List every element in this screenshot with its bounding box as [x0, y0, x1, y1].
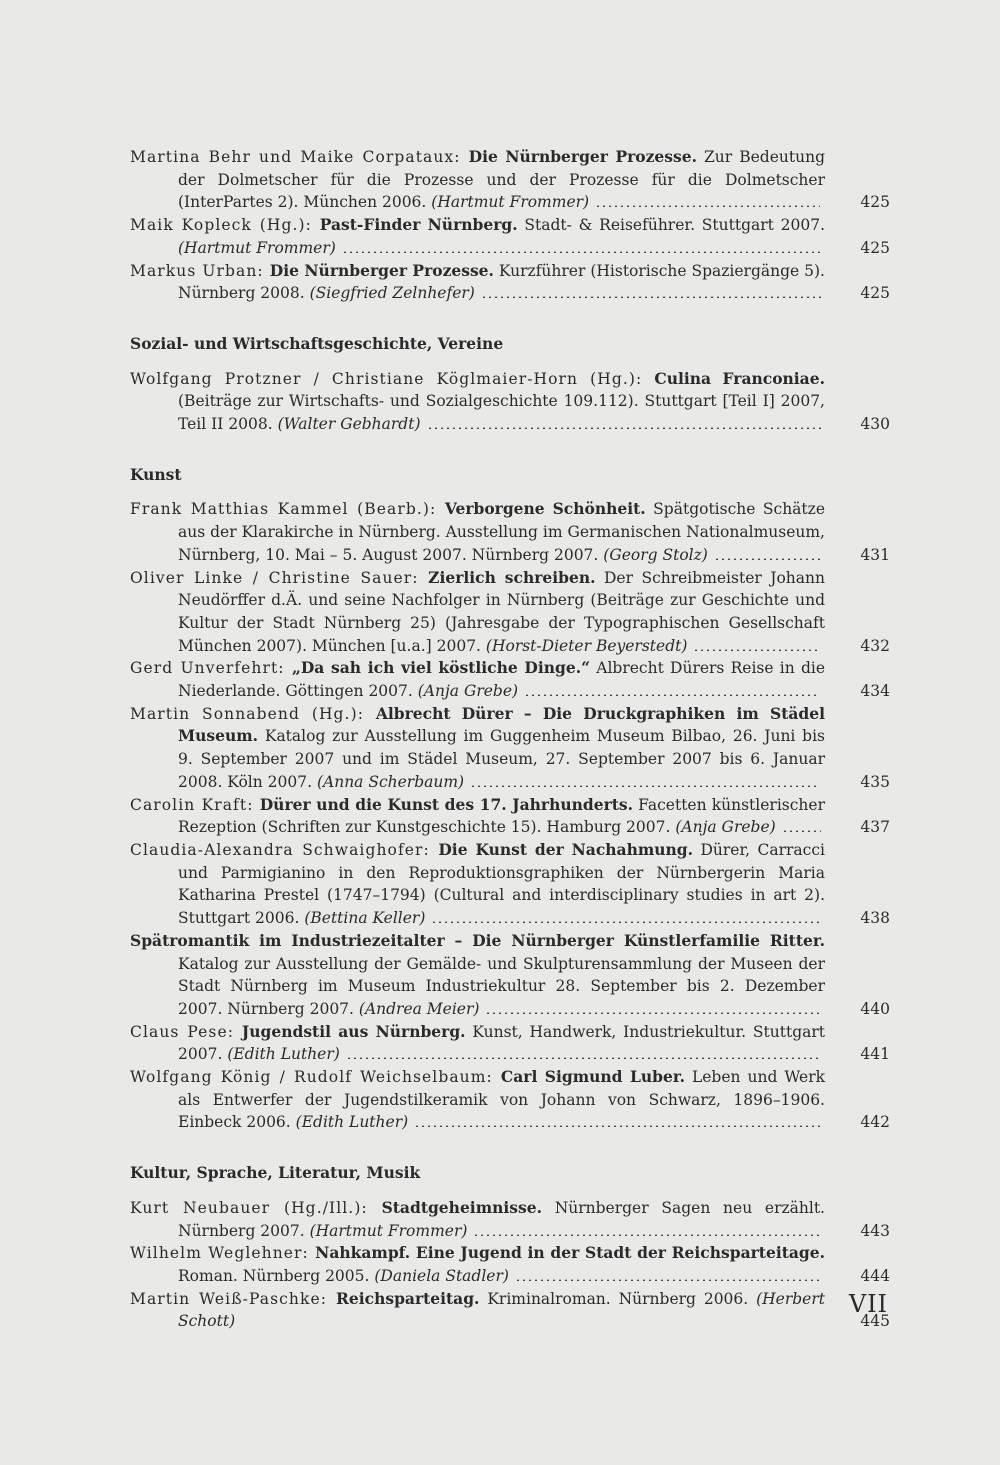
entry-reviewer: (Anja Grebe) — [675, 818, 776, 837]
entry-author: Wolfgang König / Rudolf Weichselbaum: — [130, 1068, 501, 1087]
entry-description: Albrecht Dürers Reise in die Niederlande. Göttingen 2007. — [178, 659, 825, 701]
entry-author: Markus Urban: — [130, 261, 270, 280]
toc-entry — [130, 1197, 890, 1242]
entry-reviewer: (Horst-Dieter Beyerstedt) — [485, 636, 688, 655]
entry-page-number: 430 — [860, 415, 890, 434]
dot-leader — [481, 286, 821, 298]
entry-page-number: 438 — [860, 909, 890, 928]
entry-page-number: 444 — [860, 1266, 890, 1285]
entry-description: Katalog zur Ausstellung im Guggenheim Museum Bilbao, 26. Juni bis 9. September 2007 und im Städel Museum, 27. September 2007 bis 6. Januar 2008. Köln 2007. — [178, 727, 825, 791]
entry-reviewer: (Bettina Keller) — [304, 909, 426, 928]
entry-description: Katalog zur Ausstellung der Gemälde- und Skulpturensammlung der Museen der Stadt Nürnberg im Museum Industriekultur 28. September bis 2. Dezember 2007. Nürnberg 2007. — [178, 954, 825, 1018]
entry-reviewer: (Herbert Schott) — [178, 1289, 825, 1331]
entry-description: Dürer, Carracci und Parmigianino in den Reproduktionsgraphiken der Nürnbergerin Maria Katharina Prestel (1747–1794) (Cultural and interdisciplinary studies in art 2). Stuttgart 2006. — [178, 840, 825, 928]
entry-page-number: 442 — [860, 1113, 890, 1132]
entry-reviewer: (Georg Stolz) — [603, 545, 708, 564]
dot-leader — [342, 241, 821, 253]
entry-page-number: 425 — [860, 193, 890, 212]
entry-author: Kurt Neubauer (Hg./Ill.): — [130, 1198, 382, 1217]
section-heading: Sozial- und Wirtschaftsgeschichte, Vereine — [130, 333, 504, 353]
dot-leader — [782, 820, 821, 832]
entry-title: „Da sah ich viel köstliche Dinge.“ — [291, 658, 591, 678]
entry-title: Dürer und die Kunst des 17. Jahrhunderts. — [259, 794, 634, 814]
toc-entry — [130, 214, 890, 259]
entry-title: Jugendstil aus Nürnberg. — [241, 1021, 466, 1041]
entry-title: Verborgene Schönheit. — [444, 499, 646, 519]
toc-entry — [130, 1021, 890, 1066]
entry-title: Past-Finder Nürnberg. — [319, 215, 518, 235]
entry-page-number: 434 — [860, 682, 890, 701]
entry-description: Kurzführer (Historische Spaziergänge 5). Nürnberg 2008. — [178, 261, 825, 303]
dot-leader — [485, 1002, 820, 1014]
toc-entry — [130, 794, 890, 839]
entry-description: Der Schreibmeister Johann Neudörffer d.Ä. und seine Nachfolger in Nürnberg (Beiträge zur Geschichte und Kultur der Stadt Nürnberg 25) (Jahresgabe der Typographischen Gesellschaft München 2007). München [u.a.] 2007. — [178, 568, 825, 655]
entry-description: Leben und Werk als Entwerfer der Jugendstilkeramik von Johann von Schwarz, 1896–1906. Einbeck 2006. — [178, 1068, 825, 1132]
entry-reviewer: (Edith Luther) — [295, 1113, 409, 1132]
entry-page-number: 445 — [860, 1312, 890, 1331]
entry-author: Martina Behr und Maike Corpataux: — [130, 148, 469, 166]
entry-page-number: 432 — [860, 636, 890, 655]
dot-leader — [470, 775, 820, 787]
entry-page-number: 443 — [860, 1221, 890, 1240]
entry-title: Culina Franconiae. — [654, 368, 825, 388]
entry-title: Albrecht Dürer – Die Druckgraphiken im Städel Museum. — [178, 703, 825, 746]
entry-reviewer: (Daniela Stadler) — [374, 1266, 509, 1285]
toc-entry — [130, 260, 890, 305]
page-number-roman: VII — [848, 1290, 888, 1318]
entry-author: Frank Matthias Kammel (Bearb.): — [130, 500, 445, 519]
entry-description: Roman. Nürnberg 2005. — [178, 1266, 375, 1285]
dot-leader — [595, 195, 820, 207]
entry-reviewer: (Walter Gebhardt) — [277, 415, 421, 434]
entry-title: Stadtgeheimnisse. — [381, 1197, 542, 1217]
entry-author: Maik Kopleck (Hg.): — [130, 216, 320, 235]
toc-entry — [130, 567, 890, 658]
entry-author: Gerd Unverfehrt: — [130, 659, 292, 678]
entry-reviewer: (Anja Grebe) — [417, 682, 519, 701]
entry-author: Claudia-Alexandra Schwaighofer: — [130, 840, 439, 859]
entry-description: (Beiträge zur Wirtschafts- und Sozialgeschichte 109.112). Stuttgart [Teil I] 2007, Teil II 2008. — [178, 392, 825, 434]
dot-leader — [431, 911, 820, 923]
entry-title: Die Nürnberger Prozesse. — [468, 147, 697, 166]
entry-title: Carl Sigmund Luber. — [500, 1067, 685, 1087]
entry-page-number: 431 — [860, 545, 890, 564]
entry-author: Carolin Kraft: — [130, 795, 260, 814]
entry-reviewer: (Hartmut Frommer) — [431, 193, 590, 212]
entry-description: Kriminalroman. Nürnberg 2006. — [479, 1289, 757, 1308]
entry-page-number: 435 — [860, 772, 890, 791]
entry-page-number: 425 — [860, 238, 890, 257]
entry-title: Reichsparteitag. — [336, 1288, 480, 1308]
dot-leader — [515, 1269, 821, 1281]
entry-author: Martin Weiß-Paschke: — [130, 1289, 336, 1308]
entry-page-number: 440 — [860, 999, 890, 1018]
entry-author: Martin Sonnabend (Hg.): — [130, 704, 376, 723]
toc-entry — [130, 839, 890, 930]
entry-author: Claus Pese: — [130, 1022, 242, 1041]
dot-leader — [427, 417, 821, 429]
dot-leader — [346, 1047, 821, 1059]
entry-reviewer: (Andrea Meier) — [358, 999, 480, 1018]
dot-leader — [693, 639, 820, 651]
entry-author: Oliver Linke / Christine Sauer: — [130, 568, 429, 587]
toc-entry — [130, 1066, 890, 1134]
toc-entry — [130, 498, 890, 566]
entry-reviewer: (Siegfried Zelnhefer) — [309, 284, 475, 303]
entry-description: Zur Bedeutung der Dolmetscher für die Prozesse und der Prozesse für die Dolmetscher (InterPartes 2). München 2006. — [178, 148, 825, 212]
entry-title: Nahkampf. Eine Jugend in der Stadt der Reichsparteitage. — [315, 1243, 826, 1263]
dot-leader — [473, 1224, 820, 1236]
toc-entry — [130, 146, 890, 214]
entry-author: Wolfgang Protzner / Christiane Köglmaier-Horn (Hg.): — [130, 369, 655, 388]
toc-entry — [130, 703, 890, 794]
entry-description: Stadt- & Reiseführer. Stuttgart 2007. — [517, 216, 826, 235]
entry-reviewer: (Hartmut Frommer) — [309, 1221, 468, 1240]
entry-title: Die Kunst der Nachahmung. — [438, 839, 694, 859]
dot-leader — [414, 1115, 820, 1127]
toc-entry — [130, 1242, 890, 1287]
section-heading: Kunst — [130, 464, 182, 484]
entry-author: Wilhelm Weglehner: — [130, 1244, 316, 1263]
entry-title: Die Nürnberger Prozesse. — [269, 260, 494, 280]
entry-title: Spätromantik im Industriezeitalter – Die Nürnberger Künstlerfamilie Ritter. — [130, 930, 825, 950]
entry-title: Zierlich schreiben. — [428, 567, 596, 587]
section-heading: Kultur, Sprache, Literatur, Musik — [130, 1163, 421, 1183]
entry-description: Facetten künstlerischer Rezeption (Schriften zur Kunstgeschichte 15). Hamburg 2007. — [178, 795, 825, 837]
toc-entry — [130, 368, 890, 436]
entry-page-number: 425 — [860, 284, 890, 303]
entry-reviewer: (Edith Luther) — [227, 1045, 340, 1064]
dot-leader — [714, 548, 821, 560]
entry-reviewer: (Hartmut Frommer) — [178, 238, 336, 257]
entry-page-number: 437 — [860, 818, 890, 837]
toc-entry — [130, 657, 890, 702]
entry-description: Kunst, Handwerk, Industriekultur. Stuttgart 2007. — [178, 1022, 825, 1064]
dot-leader — [524, 684, 820, 696]
toc-entry — [130, 930, 890, 1021]
entry-description: Nürnberger Sagen neu erzählt. Nürnberg 2007. — [178, 1198, 825, 1240]
entry-reviewer: (Anna Scherbaum) — [316, 772, 465, 791]
entry-description: Spätgotische Schätze aus der Klarakirche in Nürnberg. Ausstellung im Germanischen Nationalmuseum, Nürnberg, 10. Mai – 5. August 2007. Nürnberg 2007. — [178, 500, 825, 564]
entry-page-number: 441 — [860, 1045, 890, 1064]
